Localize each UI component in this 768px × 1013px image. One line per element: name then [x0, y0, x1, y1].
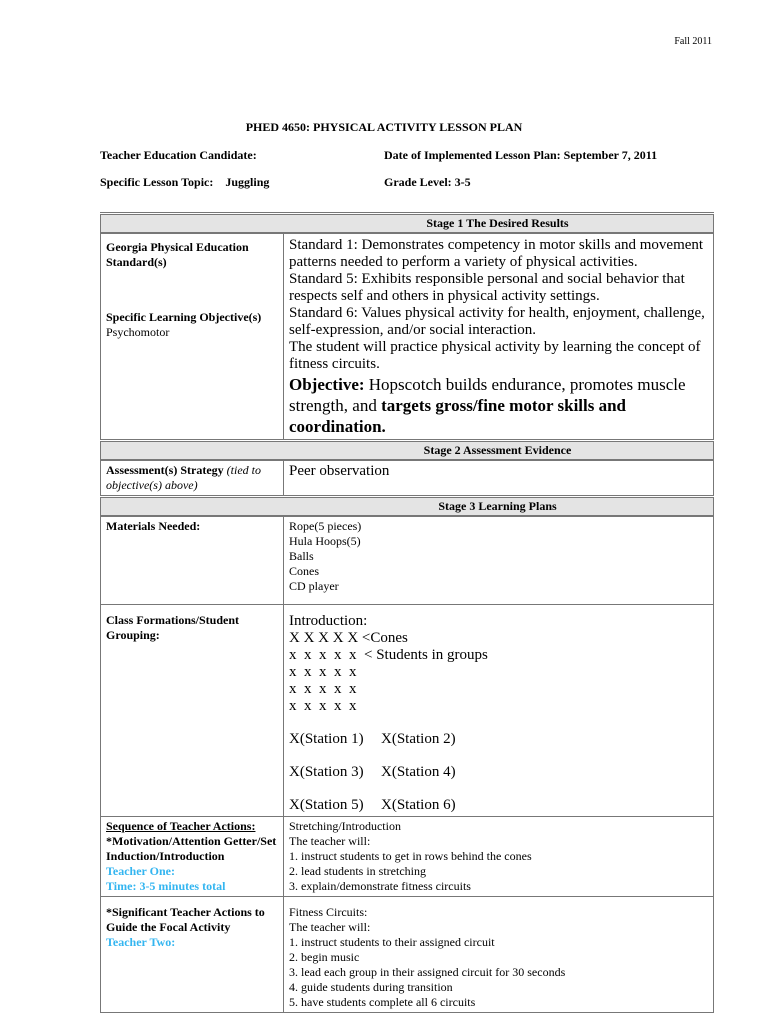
stage2-header: Stage 2 Assessment Evidence: [101, 441, 714, 461]
assessment-value: Peer observation: [284, 460, 714, 497]
standards-label: Georgia Physical Education Standard(s): [106, 240, 249, 269]
standard-6: Standard 6: Values physical activity for health, enjoyment, challenge, self-expression, and/or social interaction.: [289, 305, 705, 338]
standard-5: Standard 5: Exhibits responsible personal and social behavior that respects self and others in physical activity settings.: [289, 271, 685, 304]
date-label: Date of Implemented Lesson Plan: September 7, 2011: [384, 148, 658, 162]
objective: Objective: Hopscotch builds endurance, promotes muscle strength, and targets gross/fine motor skills and coordination.: [289, 375, 686, 436]
sequence-label: Sequence of Teacher Actions: *Motivation/Attention Getter/Set Induction/Introduction Teacher One: Time: 3-5 minutes total: [101, 816, 284, 896]
lesson-table: [100, 212, 714, 1013]
standard-1: Standard 1: Demonstrates competency in motor skills and movement patterns needed to perform a variety of physical activities.: [289, 237, 704, 270]
doc-title: PHED 4650: PHYSICAL ACTIVITY LESSON PLAN: [245, 120, 523, 134]
stage3-header: Stage 3 Learning Plans: [101, 497, 714, 517]
materials-list: Rope(5 pieces) Hula Hoops(5) Balls Cones CD player: [284, 516, 714, 604]
grade-label: Grade Level: 3-5: [384, 175, 471, 189]
significant-content: Fitness Circuits: The teacher will: 1. instruct students to their assigned circuit 2. begin music 3. lead each group in their assigned circuit for 30 seconds 4. guide students during transition 5. have students complete all 6 circuits: [284, 896, 714, 1012]
sequence-content: Stretching/Introduction The teacher will: 1. instruct students to get in rows behind the cones 2. lead students in stretching 3. explain/demonstrate fitness circuits: [284, 816, 714, 896]
formation-label: Class Formations/Student Grouping:: [101, 604, 284, 816]
stage1-header: Stage 1 The Desired Results: [101, 214, 714, 234]
candidate-label: Teacher Education Candidate:: [100, 148, 257, 162]
materials-label: Materials Needed:: [101, 516, 284, 604]
objective-label: Specific Learning Objective(s): [106, 310, 262, 324]
page-header: Fall 2011: [674, 36, 712, 47]
topic-value: Juggling: [225, 175, 270, 189]
assessment-label: Assessment(s) Strategy (tied to objective(s) above): [101, 460, 284, 497]
standards-content: [284, 233, 714, 441]
significant-label: *Significant Teacher Actions to Guide the Focal Activity Teacher Two:: [101, 896, 284, 1012]
topic-label: Specific Lesson Topic: Juggling: [100, 175, 270, 189]
formation-content: Introduction: X X X X X <Cones x x x x x < Students in groups x x x x x x x x x x x x x x x X(Station 1) X(Station 2) X(Station 3) X(Station 4) X(Station 5) X(Station 6): [284, 604, 714, 816]
objective-sub: Psychomotor: [106, 325, 170, 339]
standards-cell: [101, 233, 284, 441]
objective-statement: The student will practice physical activity by learning the concept of fitness circuits.: [289, 339, 701, 372]
